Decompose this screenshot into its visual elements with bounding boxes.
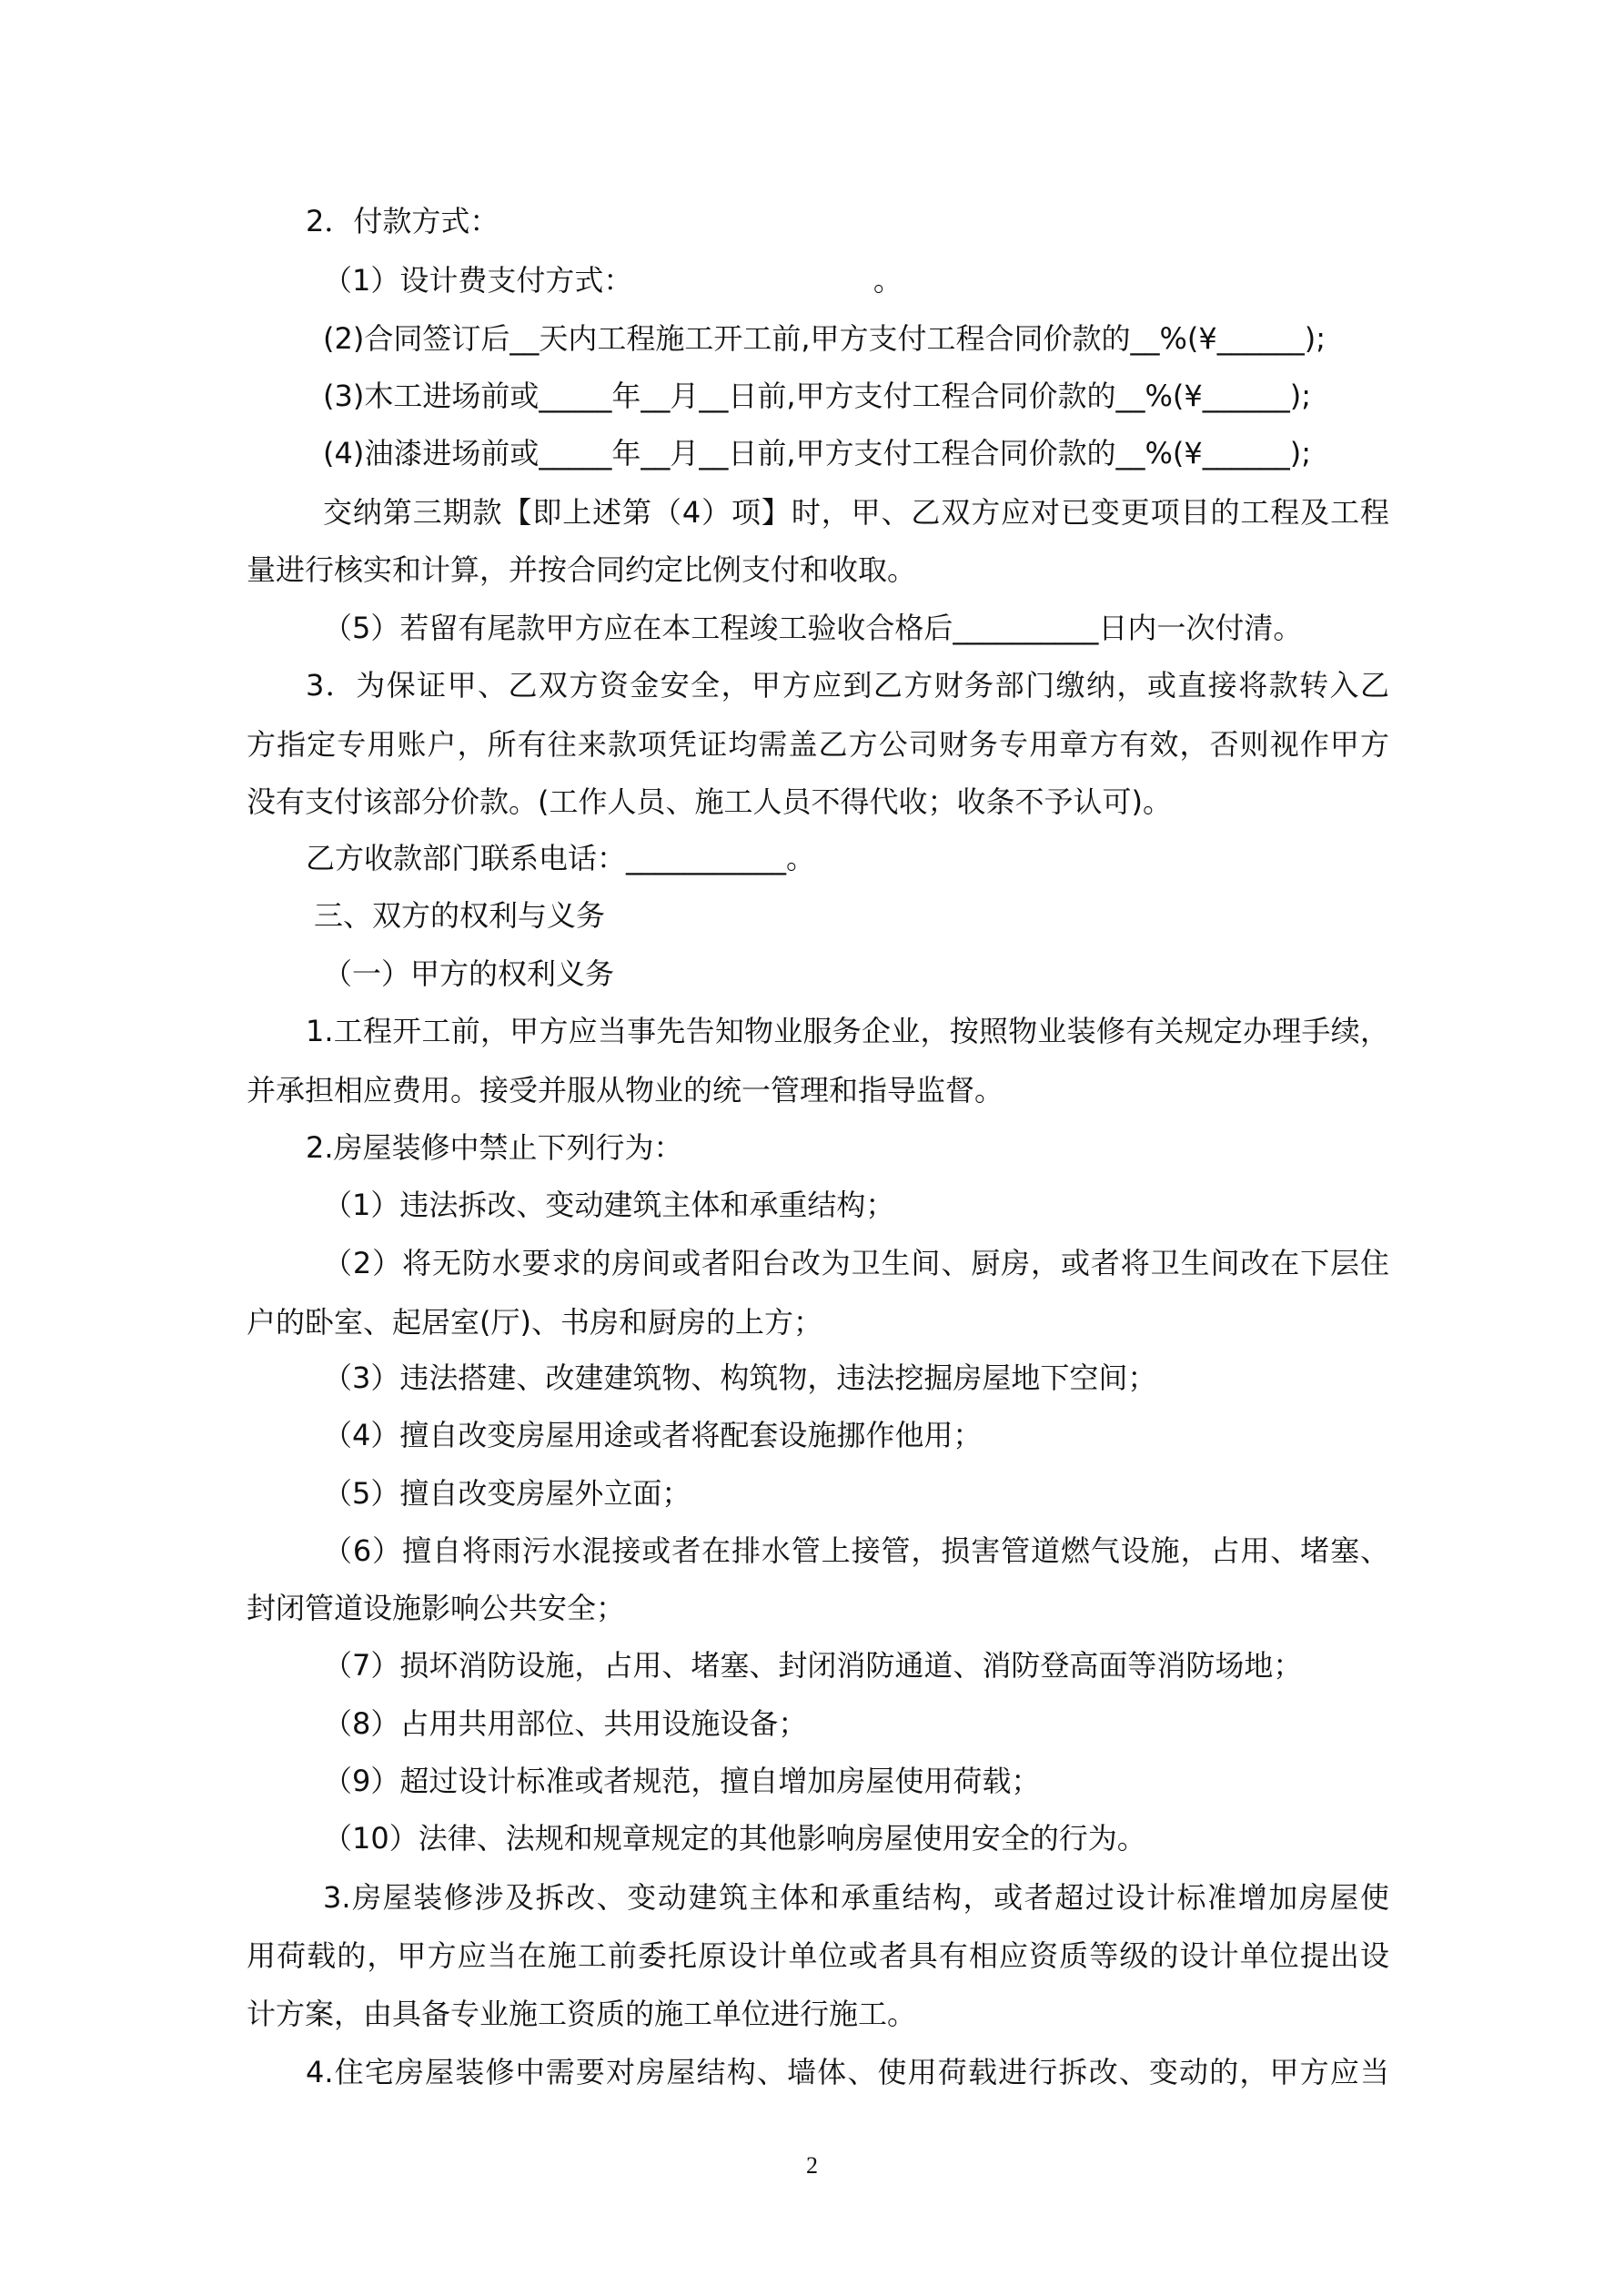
section-heading: 三、双方的权利与义务 <box>314 898 606 933</box>
paragraph-line: 用荷载的，甲方应当在施工前委托原设计单位或者具有相应资质等级的设计单位提出设 <box>247 1938 1389 1973</box>
paragraph-line: 3.房屋装修涉及拆改、变动建筑主体和承重结构，或者超过设计标准增加房屋使 <box>323 1880 1389 1915</box>
paragraph-line: 1.工程开工前，甲方应当事先告知物业服务企业，按照物业装修有关规定办理手续， <box>306 1014 1389 1048</box>
paragraph-line: 方指定专用账户，所有往来款项凭证均需盖乙方公司财务专用章方有效，否则视作甲方 <box>247 727 1389 762</box>
list-item: （4）擅自改变房屋用途或者将配套设施挪作他用； <box>323 1418 983 1452</box>
paragraph-line: 并承担相应费用。接受并服从物业的统一管理和指导监督。 <box>247 1073 1004 1108</box>
paragraph-line: 没有支付该部分价款。(工作人员、施工人员不得代收；收条不予认可)。 <box>247 784 1172 819</box>
paragraph-line: 乙方收款部门联系电话：___________。 <box>306 841 816 875</box>
paragraph-line: （1）设计费支付方式： 。 <box>323 263 903 298</box>
list-item: （10）法律、法规和规章规定的其他影响房屋使用安全的行为。 <box>323 1821 1146 1856</box>
list-item: （5）擅自改变房屋外立面； <box>323 1476 691 1511</box>
paragraph-line: 4.住宅房屋装修中需要对房屋结构、墙体、使用荷载进行拆改、变动的，甲方应当 <box>306 2055 1389 2089</box>
list-item: 户的卧室、起居室(厅)、书房和厨房的上方； <box>247 1305 822 1340</box>
paragraph-line: 3．为保证甲、乙双方资金安全，甲方应到乙方财务部门缴纳，或直接将款转入乙 <box>306 668 1389 703</box>
paragraph-line: 计方案，由具备专业施工资质的施工单位进行施工。 <box>247 1997 917 2031</box>
list-item: （2）将无防水要求的房间或者阳台改为卫生间、厨房，或者将卫生间改在下层住 <box>323 1246 1389 1280</box>
page-number: 2 <box>806 2152 818 2179</box>
paragraph-line: (2)合同签订后__天内工程施工开工前,甲方支付工程合同价款的__%(¥______); <box>323 321 1326 356</box>
paragraph-line: (4)油漆进场前或_____年__月__日前,甲方支付工程合同价款的__%(¥______); <box>323 436 1312 470</box>
list-item: （3）违法搭建、改建建筑物、构筑物，违法挖掘房屋地下空间； <box>323 1360 1157 1395</box>
list-item: （1）违法拆改、变动建筑主体和承重结构； <box>323 1188 895 1222</box>
paragraph-line: 量进行核实和计算，并按合同约定比例支付和收取。 <box>247 552 917 587</box>
paragraph-line: （5）若留有尾款甲方应在本工程竣工验收合格后__________日内一次付清。 <box>323 611 1303 645</box>
subsection-heading: （一）甲方的权利义务 <box>323 956 615 991</box>
paragraph-line: (3)木工进场前或_____年__月__日前,甲方支付工程合同价款的__%(¥______); <box>323 379 1312 413</box>
list-item: （9）超过设计标准或者规范，擅自增加房屋使用荷载； <box>323 1764 1041 1798</box>
list-item: （6）擅自将雨污水混接或者在排水管上接管，损害管道燃气设施，占用、堵塞、 <box>323 1533 1389 1568</box>
paragraph-line: 2.房屋装修中禁止下列行为： <box>306 1130 683 1165</box>
list-item: （7）损坏消防设施，占用、堵塞、封闭消防通道、消防登高面等消防场地； <box>323 1648 1303 1683</box>
paragraph-line: 交纳第三期款【即上述第（4）项】时，甲、乙双方应对已变更项目的工程及工程 <box>323 495 1389 530</box>
list-item: 封闭管道设施影响公共安全； <box>247 1591 626 1625</box>
section-heading: 2．付款方式： <box>306 204 499 238</box>
list-item: （8）占用共用部位、共用设施设备； <box>323 1706 808 1741</box>
